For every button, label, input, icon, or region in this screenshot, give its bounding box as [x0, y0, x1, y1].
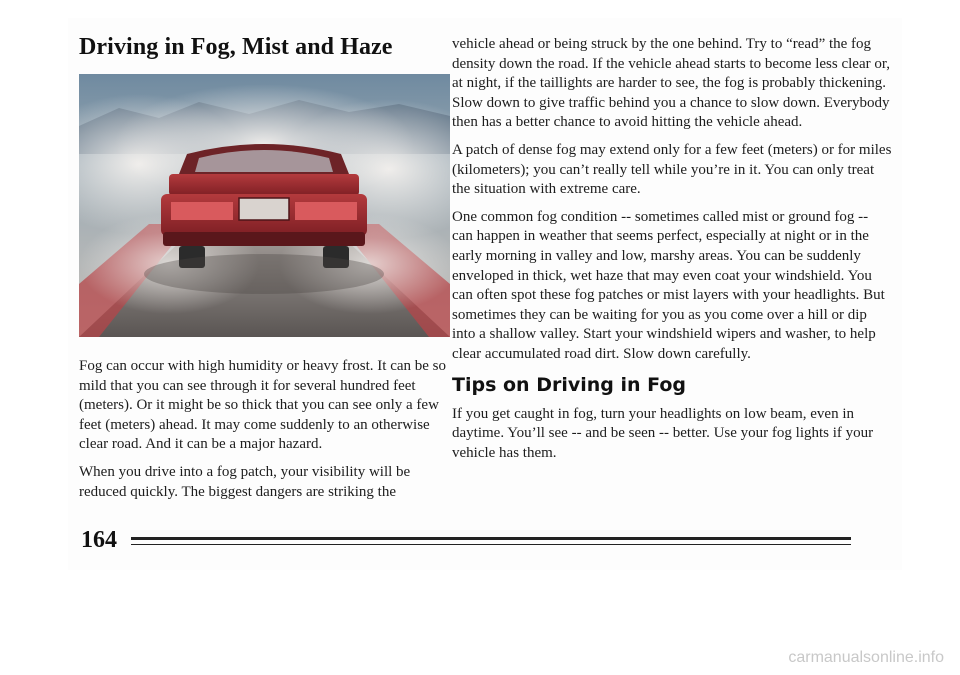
left-paragraph-1: Fog can occur with high humidity or heavy frost. It can be so mild that you can see through it for several hundred feet (meters). Or it might be so thick that you can see only a few feet (meters) ahead. It may come suddenly to an otherwise clear road. And it can be a major hazard.	[79, 358, 447, 453]
footer-rule-thin	[131, 544, 851, 545]
right-paragraph-2: A patch of dense fog may extend only for a few feet (meters) or for miles (kilometers); you can’t really tell while you’re in it. You can only treat the situation with extreme care.	[452, 141, 892, 198]
right-paragraph-3: One common fog condition -- sometimes called mist or ground fog -- can happen in weather that seems perfect, especially at night or in the early morning in valley and low, marshy areas. You can be suddenly enveloped in thick, wet haze that may even coat your windshield. You can often spot these fog patches or mist layers with your headlights. But sometimes they can be waiting for you as you come over a hill or dip into a shallow valley. Start your windshield wipers and washer, to help clear accumulated road dirt. Slow down carefully.	[452, 208, 885, 362]
right-paragraph-1: vehicle ahead or being struck by the one behind. Try to “read” the fog density down the road. If the vehicle ahead starts to become less clear or, at night, if the taillights are harder to see, the fog is probably thickening. Slow down to give traffic behind you a chance to slow down. Everybody then has a better chance to avoid hitting the vehicle ahead.	[452, 36, 890, 131]
page-footer	[81, 527, 851, 553]
page-number: 164	[81, 527, 117, 553]
fog-car-illustration	[79, 74, 450, 337]
watermark: carmanualsonline.info	[788, 649, 944, 666]
tips-paragraph-1: If you get caught in fog, turn your headlights on low beam, even in daytime. You’ll see -- and be seen -- better. Use your fog lights if your vehicle has them.	[452, 405, 874, 461]
left-paragraph-2: When you drive into a fog patch, your visibility will be reduced quickly. The biggest dangers are striking the	[79, 463, 411, 500]
footer-rule-thick	[131, 537, 851, 540]
manual-page	[68, 18, 902, 570]
page-title: Driving in Fog, Mist and Haze	[79, 34, 393, 60]
tips-heading: Tips on Driving in Fog	[452, 373, 687, 396]
left-column	[79, 32, 449, 510]
right-column	[452, 35, 892, 471]
